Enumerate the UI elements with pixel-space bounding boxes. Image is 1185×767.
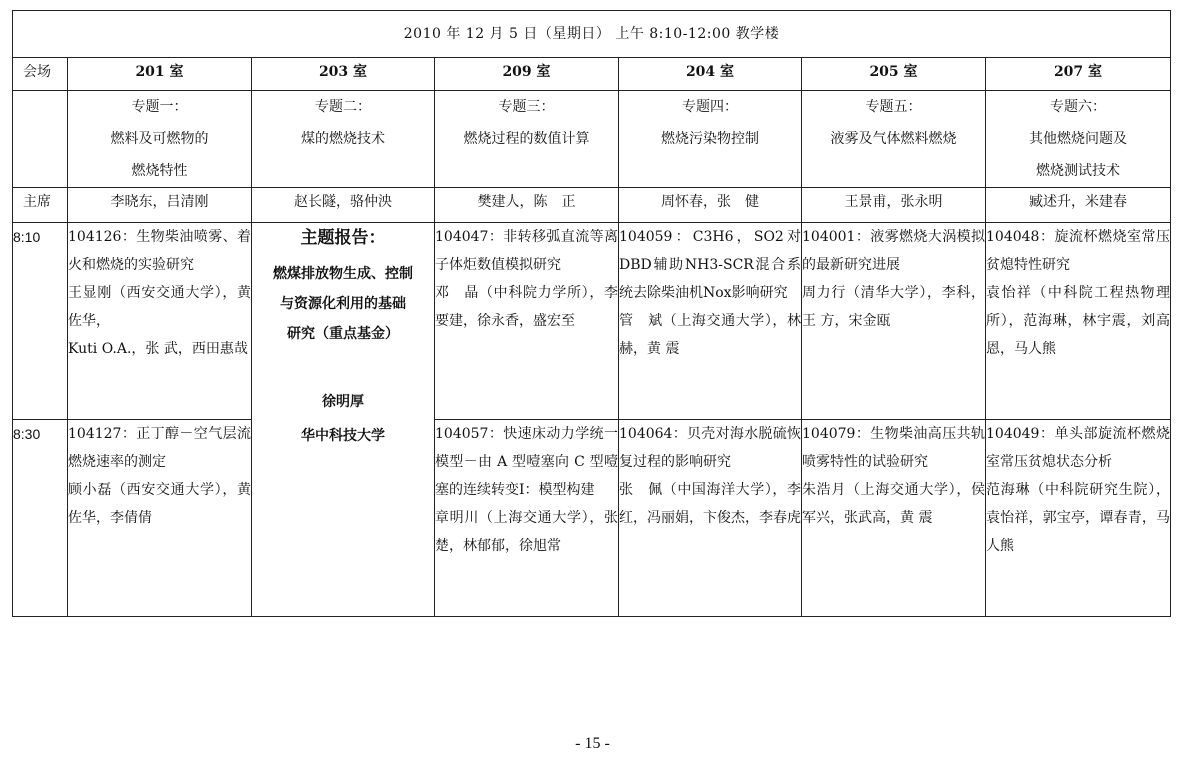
- paper-line: 周力行（清华大学），李科，王 方，宋金瓯: [802, 285, 985, 329]
- topic-cell: [252, 91, 435, 188]
- topic-line: 燃烧过程的数值计算: [463, 131, 590, 147]
- time-slot-row: [13, 223, 1171, 420]
- chair-cell: 樊建人，陈 正: [435, 188, 619, 223]
- room-header: 204 室: [619, 58, 802, 91]
- slot-time: 8:10: [13, 223, 68, 420]
- topic-cell: [435, 91, 619, 188]
- paper-line: 邓 晶（中科院力学所），李要建，徐永香，盛宏至: [435, 285, 618, 329]
- keynote-speaker: 徐明厚: [322, 394, 364, 410]
- room-header: 207 室: [986, 58, 1171, 91]
- keynote-title-line: 研究（重点基金）: [287, 326, 399, 342]
- page-number: - 15 -: [575, 735, 610, 752]
- slot-time: 8:30: [13, 420, 68, 617]
- topic-line: 专题四：: [682, 99, 738, 115]
- topic-cell: [68, 91, 252, 188]
- topic-line: 专题六：: [1050, 99, 1106, 115]
- schedule-table: [12, 10, 1171, 617]
- keynote-affiliation: 华中科技大学: [301, 428, 385, 444]
- room-header-row: [13, 58, 1171, 91]
- paper-line: 104048：旋流杯燃烧室常压贫熄特性研究: [986, 229, 1170, 273]
- venue-label: 会场: [13, 58, 68, 91]
- topic-line: 燃烧测试技术: [1036, 163, 1120, 179]
- paper-cell: [986, 223, 1171, 420]
- paper-cell: [802, 420, 986, 617]
- topic-line: 专题一：: [131, 99, 188, 115]
- room-header: 201 室: [68, 58, 252, 91]
- paper-line: 104001：液雾燃烧大涡模拟的最新研究进展: [802, 229, 985, 273]
- paper-line: 104049：单头部旋流杯燃烧室常压贫熄状态分析: [986, 426, 1170, 470]
- topic-line: 专题三：: [498, 99, 555, 115]
- session-title: 2010 年 12 月 5 日（星期日） 上午 8:10-12:00 教学楼: [13, 11, 1171, 58]
- chair-label: 主席: [13, 188, 68, 223]
- topic-line: 专题五：: [865, 99, 922, 115]
- paper-line: 张 佩（中国海洋大学），李 红，冯丽娟，卞俊杰，李春虎: [619, 482, 801, 526]
- paper-line: 范海琳（中科院研究生院），袁怡祥，郭宝亭，谭春青，马人熊: [986, 482, 1170, 554]
- paper-line: 王显刚（西安交通大学），黄佐华，: [68, 285, 251, 329]
- paper-line: 104064：贝壳对海水脱硫恢复过程的影响研究: [619, 426, 801, 470]
- paper-line: 管 斌（上海交通大学），林 赫，黄 震: [619, 313, 801, 357]
- chair-cell: 周怀春，张 健: [619, 188, 802, 223]
- paper-line: Kuti O.A.，张 武，西田惠哉: [68, 341, 248, 357]
- paper-line: 104057：快速床动力学统一模型－由 A 型噎塞向 C 型噎塞的连续转变Ⅰ：模型构建: [435, 426, 618, 498]
- topic-cell: [619, 91, 802, 188]
- paper-cell: [619, 223, 802, 420]
- room-header: 209 室: [435, 58, 619, 91]
- topic-cell: [802, 91, 986, 188]
- paper-line: 104126：生物柴油喷雾、着火和燃烧的实验研究: [68, 229, 251, 273]
- topic-label-empty: [13, 91, 68, 188]
- chair-cell: 臧述升，米建春: [986, 188, 1171, 223]
- room-header: 205 室: [802, 58, 986, 91]
- paper-line: 104079：生物柴油高压共轨喷雾特性的试验研究: [802, 426, 985, 470]
- paper-line: 袁怡祥（中科院工程热物理所），范海琳，林宇震，刘高恩，马人熊: [986, 285, 1170, 357]
- paper-cell: [68, 420, 252, 617]
- paper-cell: [986, 420, 1171, 617]
- paper-line: 章明川（上海交通大学），张 楚，林郁郁，徐旭常: [435, 510, 618, 554]
- keynote-cell: [252, 223, 435, 617]
- paper-line: 朱浩月（上海交通大学），侯军兴，张武高，黄 震: [802, 482, 985, 526]
- paper-cell: [619, 420, 802, 617]
- chair-row: [13, 188, 1171, 223]
- paper-line: 104059：C3H6，SO2对DBD辅助NH3-SCR混合系统去除柴油机Nox影响研究: [619, 229, 801, 301]
- time-slot-row: [13, 420, 1171, 617]
- chair-cell: 李晓东，吕清刚: [68, 188, 252, 223]
- paper-cell: [68, 223, 252, 420]
- chair-cell: 赵长隧，骆仲泱: [252, 188, 435, 223]
- paper-line: 顾小磊（西安交通大学），黄佐华，李倩倩: [68, 482, 251, 526]
- topic-cell: [986, 91, 1171, 188]
- topic-line: 其他燃烧问题及: [1029, 131, 1127, 147]
- paper-line: 104047：非转移弧直流等离子体炬数值模拟研究: [435, 229, 618, 273]
- topic-row: [13, 91, 1171, 188]
- room-header: 203 室: [252, 58, 435, 91]
- paper-cell: [802, 223, 986, 420]
- topic-line: 燃烧污染物控制: [661, 131, 759, 147]
- paper-cell: [435, 223, 619, 420]
- keynote-title-line: 燃煤排放物生成、控制: [273, 266, 413, 282]
- paper-cell: [435, 420, 619, 617]
- chair-cell: 王景甫，张永明: [802, 188, 986, 223]
- keynote-title-line: 与资源化利用的基础: [280, 296, 406, 312]
- topic-line: 专题二：: [315, 99, 371, 115]
- topic-line: 液雾及气体燃料燃烧: [830, 131, 957, 147]
- topic-line: 燃料及可燃物的: [110, 131, 209, 147]
- topic-line: 燃烧特性: [131, 163, 188, 179]
- paper-line: 104127：正丁醇－空气层流燃烧速率的测定: [68, 426, 251, 470]
- topic-line: 煤的燃烧技术: [301, 131, 385, 147]
- keynote-heading: 主题报告：: [300, 228, 386, 248]
